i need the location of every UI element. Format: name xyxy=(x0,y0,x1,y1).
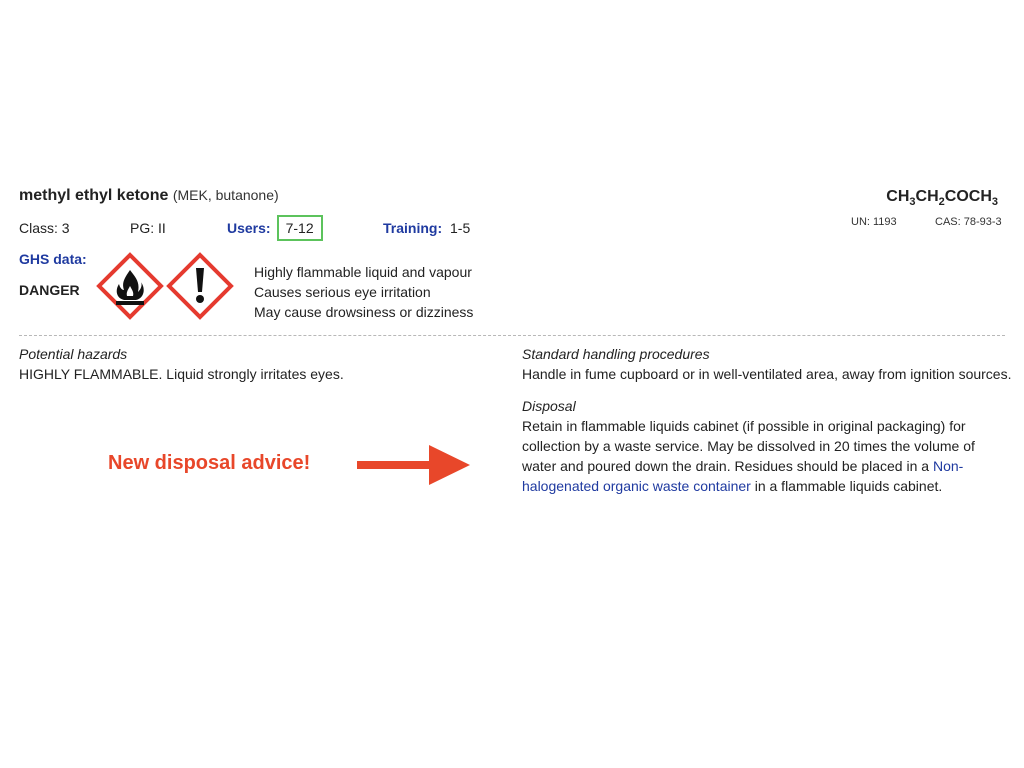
hazard-statement: Highly flammable liquid and vapour xyxy=(254,264,472,280)
signal-word: DANGER xyxy=(19,282,80,298)
flame-icon xyxy=(99,255,161,317)
section-divider xyxy=(19,335,1005,336)
training-group xyxy=(383,220,470,236)
potential-hazards-section xyxy=(19,346,344,384)
handling-title: Standard handling procedures xyxy=(522,346,710,362)
formula-part: CH xyxy=(886,188,910,205)
ghs-pictograms xyxy=(96,252,236,327)
new-disposal-annotation: New disposal advice! xyxy=(108,452,311,474)
exclamation-icon xyxy=(169,255,231,317)
chemical-title xyxy=(19,187,279,205)
class-text: Class: 3 xyxy=(19,220,70,236)
un-number: UN: 1193 xyxy=(851,216,897,228)
disposal-section xyxy=(522,398,1012,496)
ghs-label: GHS data: xyxy=(19,251,87,267)
disposal-body xyxy=(522,416,1012,496)
hazard-statement: Causes serious eye irritation xyxy=(254,284,431,300)
chemical-formula xyxy=(886,188,998,208)
potential-hazards-body: HIGHLY FLAMMABLE. Liquid strongly irritates eyes. xyxy=(19,366,344,382)
formula-sub: 2 xyxy=(938,196,945,209)
disposal-text: Retain in flammable liquids cabinet (if possible in original packaging) for collection by a waste service. May be dissolved in 20 times the volume of water and poured down the drain. Residues should be placed in a xyxy=(522,418,975,474)
procedures-column xyxy=(522,346,1012,496)
disposal-text-end: in a flammable liquids cabinet. xyxy=(754,478,943,494)
hazard-statements xyxy=(254,262,473,322)
potential-hazards-title: Potential hazards xyxy=(19,346,128,362)
disposal-title: Disposal xyxy=(522,398,576,414)
waste-container-link[interactable]: Non-halogenated organic waste container xyxy=(522,458,964,494)
users-label: Users: xyxy=(227,220,271,236)
users-group xyxy=(227,215,323,241)
formula-sub: 3 xyxy=(909,196,916,209)
users-value-box: 7-12 xyxy=(277,215,323,241)
hazard-statement: May cause drowsiness or dizziness xyxy=(254,304,474,320)
chemical-synonyms: (MEK, butanone) xyxy=(172,187,279,203)
pg-text: PG: II xyxy=(130,220,166,236)
chemical-name: methyl ethyl ketone xyxy=(19,187,169,204)
formula-sub: 3 xyxy=(991,196,998,209)
cas-number: CAS: 78-93-3 xyxy=(935,216,1002,228)
formula-part: COCH xyxy=(944,188,992,205)
formula-part: CH xyxy=(915,188,939,205)
training-value: 1-5 xyxy=(450,220,471,236)
training-label: Training: xyxy=(383,220,443,236)
handling-body: Handle in fume cupboard or in well-ventilated area, away from ignition sources. xyxy=(522,366,1012,382)
arrow-right-icon xyxy=(357,443,472,492)
